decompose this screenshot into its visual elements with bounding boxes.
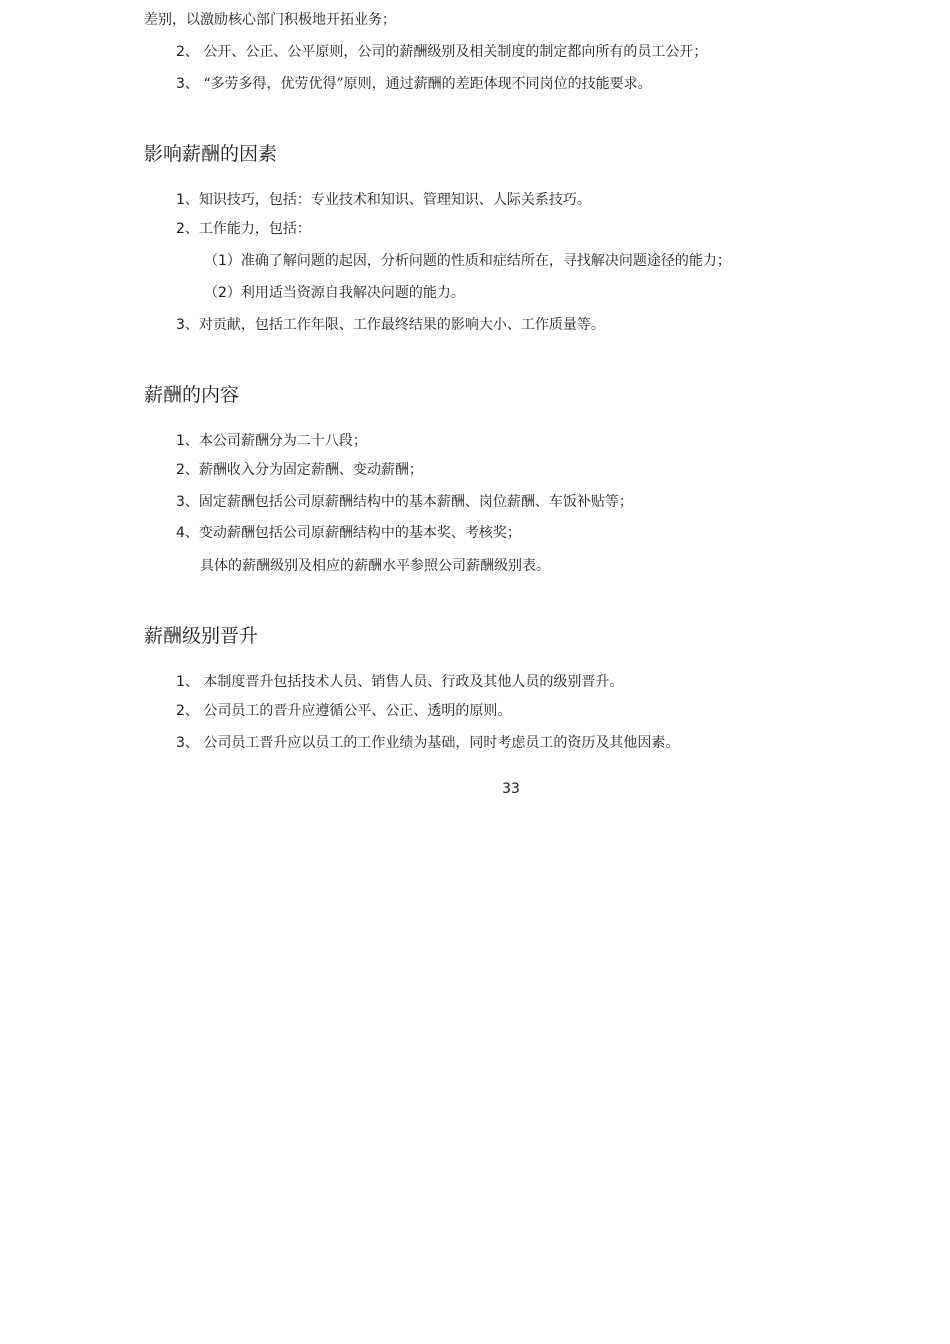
list-item-text: 公司员工的晋升应遵循公平、公正、透明的原则。: [198, 703, 512, 719]
list-item-text: 知识技巧，包括：专业技术和知识、管理知识、人际关系技巧。: [198, 192, 591, 208]
list-item: [176, 672, 623, 692]
list-item-text: “多劳多得，优劳优得”原则，通过薪酬的差距体现不同岗位的技能要求。: [198, 76, 652, 92]
list-item-number: 3、: [176, 735, 199, 751]
list-item-number: 1、: [176, 674, 199, 690]
section-heading: 影响薪酬的因素: [144, 143, 278, 165]
list-item: [176, 701, 511, 721]
list-item-text: 本制度晋升包括技术人员、销售人员、行政及其他人员的级别晋升。: [198, 674, 624, 690]
continuation-text: 差别，以激励核心部门积极地开拓业务；: [144, 12, 396, 28]
list-item-text: 薪酬收入分为固定薪酬、变动薪酬；: [198, 462, 423, 478]
list-item: [176, 523, 521, 543]
list-item-number: 2、: [176, 221, 199, 237]
sub-list-item-text: 利用适当资源自我解决问题的能力。: [240, 285, 465, 301]
list-item-number: 1、: [176, 433, 199, 449]
sub-list-item-number: （2）: [204, 285, 241, 301]
list-item: [176, 190, 591, 210]
list-item: [176, 42, 707, 62]
section-heading: 薪酬级别晋升: [144, 625, 259, 647]
list-item-number: 3、: [176, 317, 199, 333]
list-item-number: 3、: [176, 494, 199, 510]
list-item: [176, 431, 367, 451]
list-item: [176, 460, 423, 480]
list-item-text: 变动薪酬包括公司原薪酬结构中的基本奖、考核奖；: [198, 525, 521, 541]
sub-list-item: [204, 251, 731, 271]
list-item-text: 公开、公正、公平原则，公司的薪酬级别及相关制度的制定都向所有的员工公开；: [198, 44, 708, 60]
list-item-text: 工作能力，包括：: [198, 221, 311, 237]
list-item-text: 对贡献，包括工作年限、工作最终结果的影响大小、工作质量等。: [198, 317, 605, 333]
list-item-number: 2、: [176, 462, 199, 478]
list-item-number: 3、: [176, 76, 199, 92]
page-number: 33: [502, 781, 520, 797]
list-item-number: 4、: [176, 525, 199, 541]
section-heading: 薪酬的内容: [144, 384, 240, 406]
list-item-text: 公司员工晋升应以员工的工作业绩为基础，同时考虑员工的资历及其他因素。: [198, 735, 680, 751]
list-item: [176, 733, 679, 753]
sub-list-item: [204, 283, 465, 303]
list-item-number: 2、: [176, 44, 199, 60]
sub-list-item-text: 准确了解问题的起因，分析问题的性质和症结所在，寻找解决问题途径的能力；: [240, 253, 731, 269]
list-item: [176, 492, 633, 512]
list-item-text: 本公司薪酬分为二十八段；: [198, 433, 367, 449]
list-item: [176, 74, 652, 94]
list-item: [176, 219, 311, 239]
section-note: 具体的薪酬级别及相应的薪酬水平参照公司薪酬级别表。: [200, 558, 550, 574]
list-item-number: 1、: [176, 192, 199, 208]
sub-list-item-number: （1）: [204, 253, 241, 269]
list-item-text: 固定薪酬包括公司原薪酬结构中的基本薪酬、岗位薪酬、车饭补贴等；: [198, 494, 633, 510]
list-item-number: 2、: [176, 703, 199, 719]
list-item: [176, 315, 605, 335]
